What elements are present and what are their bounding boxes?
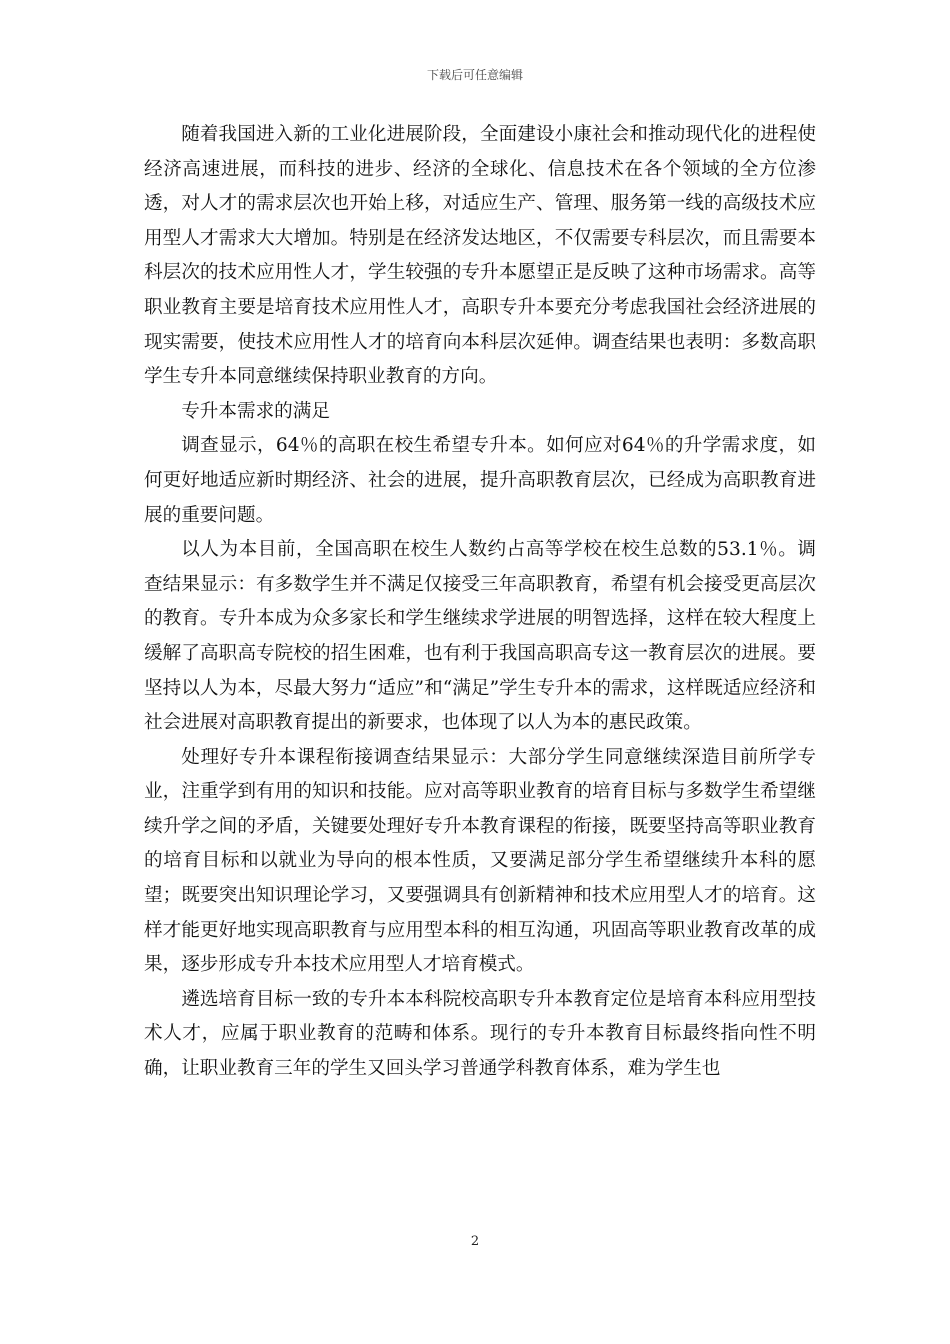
paragraph-industrialization: 随着我国进入新的工业化进展阶段，全面建设小康社会和推动现代化的进程使经济高速进展，而科技的进步、经济的全球化、信息技术在各个领域的全方位渗透，对人才的需求层次也开始上移，对适应生产、管理、服务第一线的高级技术应用型人才需求大大增加。特别是在经济发达地区，不仅需要专科层次，而且需要本科层次的技术应用性人才，学生较强的专升本愿望正是反映了这种市场需求。高等职业教育主要是培育技术应用性人才，高职专升本要充分考虑我国社会经济进展的现实需要，使技术应用性人才的培育向本科层次延伸。调查结果也表明：多数高职学生专升本同意继续保持职业教育的方向。	[144, 124, 816, 388]
page-number: 2	[470, 1234, 480, 1249]
paragraph-survey-64: 调查显示，64％的高职在校生希望专升本。如何应对64％的升学需求度，如何更好地适应新时期经济、社会的进展，提升高职教育层次，已经成为高职教育进展的重要问题。	[144, 435, 816, 526]
section-heading-demand: 专升本需求的满足	[181, 400, 330, 422]
page-header: 下载后可任意编辑	[426, 68, 523, 82]
paragraph-people-oriented: 以人为本目前，全国高职在校生人数约占高等学校在校生总数的53.1％。调查结果显示：有多数学生并不满足仅接受三年高职教育，希望有机会接受更高层次的教育。专升本成为众多家长和学生继续求学进展的明智选择，这样在较大程度上缓解了高职高专院校的招生困难，也有利于我国高职高专这一教育层次的进展。要坚持以人为本，尽最大努力“适应”和“满足”学生专升本的需求，这样既适应经济和社会进展对高职教育提出的新要求，也体现了以人为本的惠民政策。	[144, 539, 816, 734]
document-body	[144, 118, 816, 1087]
paragraph-curriculum: 处理好专升本课程衔接调查结果显示：大部分学生同意继续深造目前所学专业，注重学到有用的知识和技能。应对高等职业教育的培育目标与多数学生希望继续升学之间的矛盾，关键要处理好专升本教育课程的衔接，既要坚持高等职业教育的培育目标和以就业为导向的根本性质，又要满足部分学生希望继续升本科的愿望；既要突出知识理论学习，又要强调具有创新精神和技术应用型人才的培育。这样才能更好地实现高职教育与应用型本科的相互沟通，巩固高等职业教育改革的成果，逐步形成专升本技术应用型人才培育模式。	[144, 746, 816, 976]
paragraph-selection: 遴选培育目标一致的专升本本科院校高职专升本教育定位是培育本科应用型技术人才，应属于职业教育的范畴和体系。现行的专升本教育目标最终指向性不明确，让职业教育三年的学生又回头学习普通学科教育体系，难为学生也	[144, 988, 816, 1080]
